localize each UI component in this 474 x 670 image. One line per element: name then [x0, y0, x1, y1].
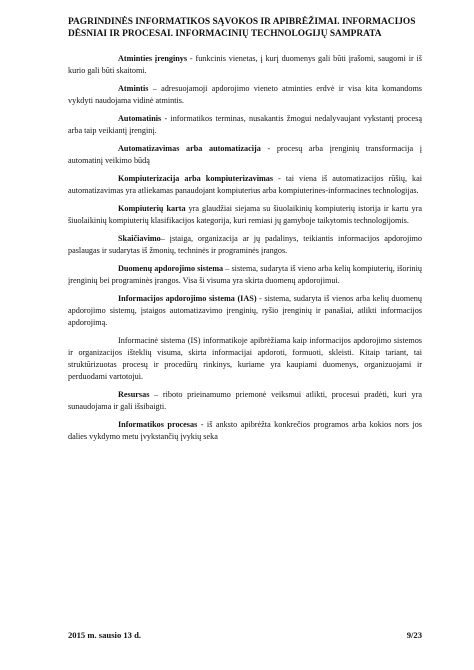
definition-entry: [68, 389, 422, 413]
definition-entry: [68, 203, 422, 227]
definitions-list: [68, 53, 422, 449]
term: Kompiuterizacija arba kompiuterizavimas: [118, 174, 274, 183]
term: Informatikos procesas: [118, 420, 198, 429]
term: Atminties įrenginys: [118, 54, 188, 63]
definition-text: – riboto prieinamumo priemonė veiksmui atlikti, procesui pradėti, kuri yra sunaudojama ir gali išsibaigti.: [68, 390, 422, 411]
term: Kompiuterių karta: [118, 204, 186, 213]
definition-entry: [68, 233, 422, 257]
definition-entry: [68, 143, 422, 167]
definition-text: - funkcinis vienetas, į kurį duomenys gali būti įrašomi, saugomi ir iš kurio gali būti skaitomi.: [68, 54, 422, 75]
definition-text: - iš anksto apibrėžta konkrečios programos arba kokios nors jos dalies vykdymo metu įvykstančių įvykių seka: [68, 420, 422, 441]
page-footer: [68, 630, 422, 640]
definition-entry: [68, 419, 422, 443]
definition-text: – įstaiga, organizacija ar jų padalinys, teikiantis informacijos apdorojimo paslaugas ir sudarytas iš žmonių, techninės ir programinės įrangos.: [68, 234, 422, 255]
term: Atmintis: [118, 84, 149, 93]
term: Skaičiavimo: [118, 234, 161, 243]
definition-text: yra glaudžiai siejama su šiuolaikinių kompiuterių istorija ir kartu yra šiuolaikinių kompiuterių klasifikacijos kategorija, kuri remiasi jų gamyboje taikytomis technologijomis.: [68, 204, 423, 225]
definition-entry: [68, 263, 422, 287]
footer-date: 2015 m. sausio 13 d.: [68, 630, 142, 640]
definition-text: - sistema, sudaryta iš vienos arba kelių duomenų apdorojimo sistemų, įstaigos automatizavimo įrenginių, ryšio įrenginių ir panašiai, atlikti informacijos apdorojimą.: [68, 294, 422, 327]
definition-entry: [68, 53, 422, 77]
definition-text: - procesų arba įrenginių transformacija į automatinį veikimo būdą: [68, 144, 422, 165]
definition-entry: [68, 83, 422, 107]
definition-entry: [68, 293, 422, 329]
definition-text: Informacinė sistema (IS) informatikoje apibrėžiama kaip informacijos apdorojimo sistemos ir organizacijos išteklių visuma, skirta informacijai apdoroti, formuoti, skleisti. Kitaip tariant, tai struktūrizuotas procesų ir procedūrų rinkinys, kuriame yra kaupiami duomenys, organizuojami ir perduodami vartotojui.: [68, 336, 422, 381]
definition-text: - informatikos terminas, nusakantis žmogui nedalyvaujant vykstantį procesą arba taip veikiantį įrenginį.: [68, 114, 422, 135]
definition-entry: [68, 113, 422, 137]
term: Duomenų apdorojimo sistema: [118, 264, 224, 273]
definition-text: - tai viena iš automatizacijos rūšių, kai automatizavimas yra atliekamas panaudojant kompiuterius arba kompiuterines-informacines technologijas.: [68, 174, 422, 195]
definition-text: – adresuojamoji apdorojimo vieneto atminties erdvė ir visa kita komandoms vykdyti naudojama vidinė atmintis.: [68, 84, 422, 105]
term: Resursas: [118, 390, 150, 399]
term: Automatinis: [118, 114, 162, 123]
definition-entry: [68, 173, 422, 197]
definition-text: – sistema, sudaryta iš vieno arba kelių kompiuterių, išorinių įrenginių bei programinės įrangos. Visa ši visuma yra skirta duomenų apdorojimui.: [68, 264, 422, 285]
definition-entry: [68, 335, 422, 383]
page-number: 9/23: [406, 630, 422, 640]
term: Informacijos apdorojimo sistema (IAS): [118, 294, 257, 303]
term: Automatizavimas arba automatizacija: [118, 144, 261, 153]
page-header: PAGRINDINĖS INFORMATIKOS SĄVOKOS IR APIBRĖŽIMAI. INFORMACIJOS DĖSNIAI IR PROCESAI. INFORMACINIŲ TECHNOLOGIJŲ SAMPRATA: [68, 17, 416, 39]
